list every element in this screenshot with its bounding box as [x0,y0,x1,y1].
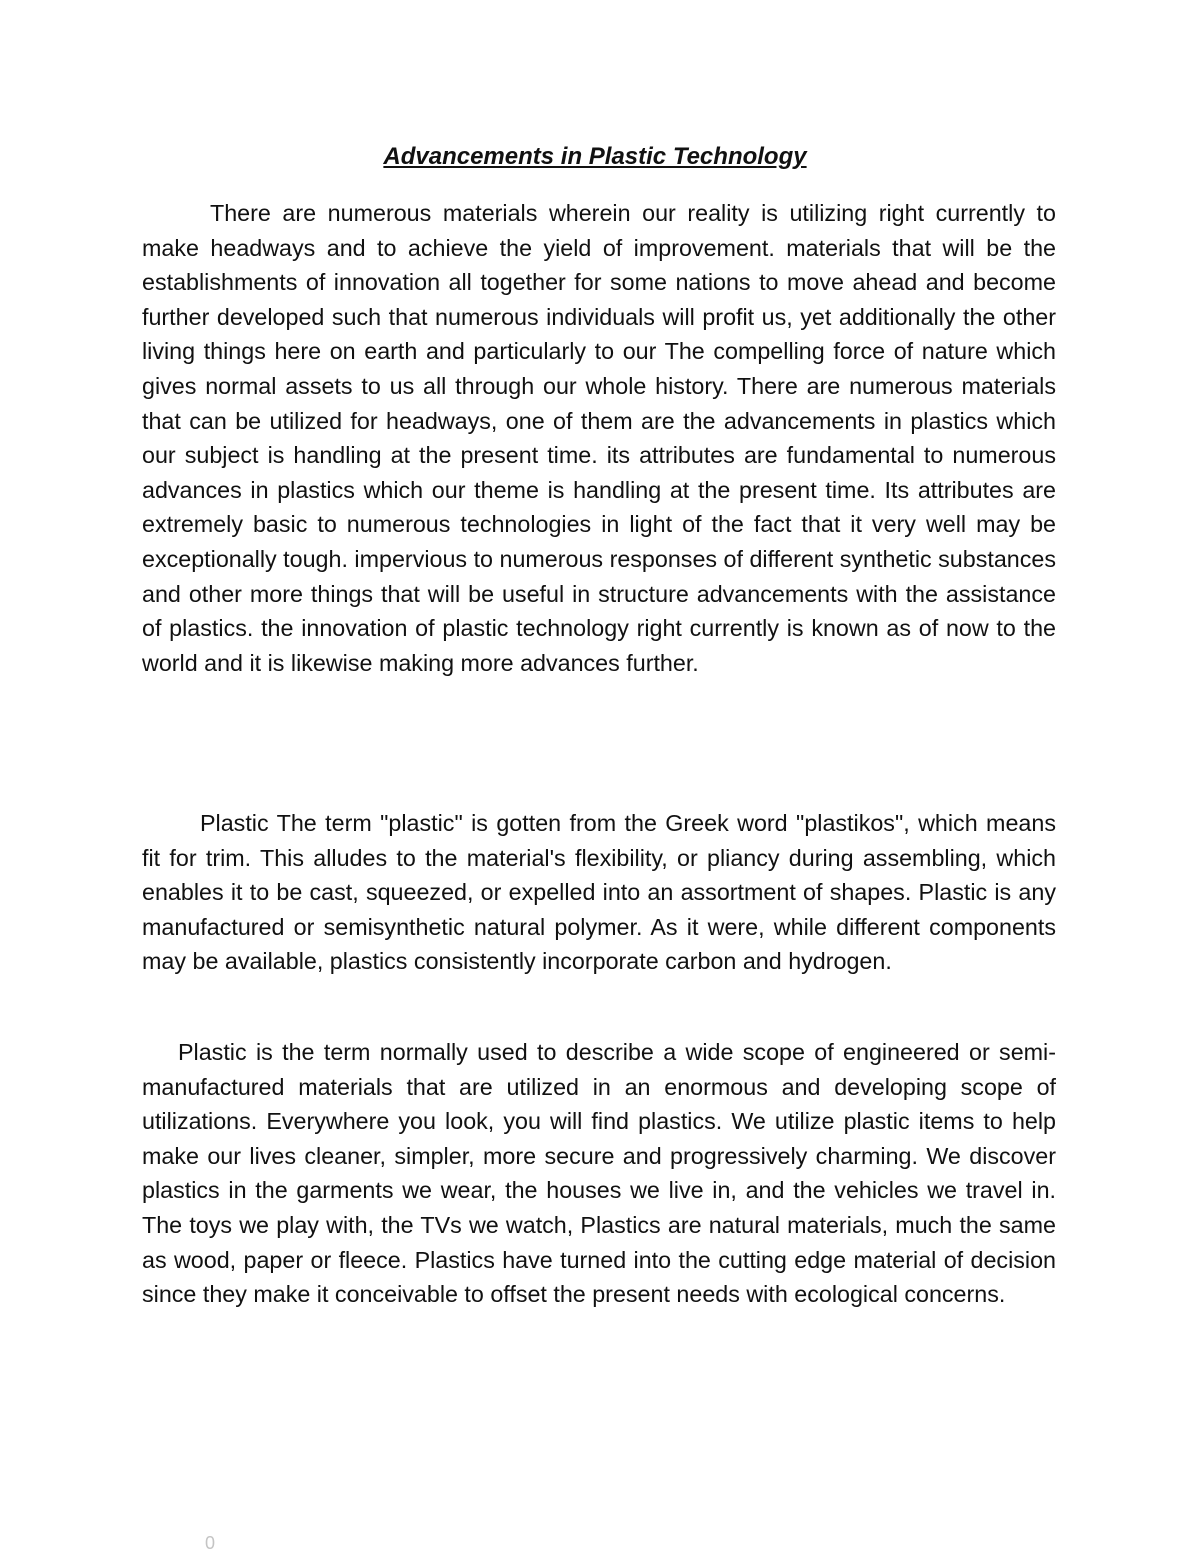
paragraph-1: There are numerous materials wherein our reality is utilizing right currently to make headways and to achieve the yield of improvement. materials that will be the establishments of innovation all together for some nations to move ahead and become further developed such that numerous individuals will profit us, yet additionally the other living things here on earth and particularly to our The compelling force of nature which gives normal assets to us all through our whole history. There are numerous materials that can be utilized for headways, one of them are the advancements in plastics which our subject is handling at the present time. its attributes are fundamental to numerous advances in plastics which our theme is handling at the present time. Its attributes are extremely basic to numerous technologies in light of the fact that it very well may be exceptionally tough. impervious to numerous responses of different synthetic substances and other more things that will be useful in structure advancements with the assistance of plastics. the innovation of plastic technology right currently is known as of now to the world and it is likewise making more advances further. [142,200,1056,676]
page-number: 0 [205,1533,216,1553]
paragraph-2: Plastic The term "plastic" is gotten from the Greek word "plastikos", which means fit for trim. This alludes to the material's flexibility, or pliancy during assembling, which enables it to be cast, squeezed, or expelled into an assortment of shapes. Plastic is any manufactured or semisynthetic natural polymer. As it were, while different components may be available, plastics consistently incorporate carbon and hydrogen. [142,810,1056,975]
paragraph-3: Plastic is the term normally used to describe a wide scope of engineered or semi-manufactured materials that are utilized in an enormous and developing scope of utilizations. Everywhere you look, you will find plastics. We utilize plastic items to help make our lives cleaner, simpler, more secure and progressively charming. We discover plastics in the garments we wear, the houses we live in, and the vehicles we travel in. The toys we play with, the TVs we watch, Plastics are natural materials, much the same as wood, paper or fleece. Plastics have turned into the cutting edge material of decision since they make it conceivable to offset the present needs with ecological concerns. [142,1039,1056,1308]
document-title: Advancements in Plastic Technology [383,143,807,170]
